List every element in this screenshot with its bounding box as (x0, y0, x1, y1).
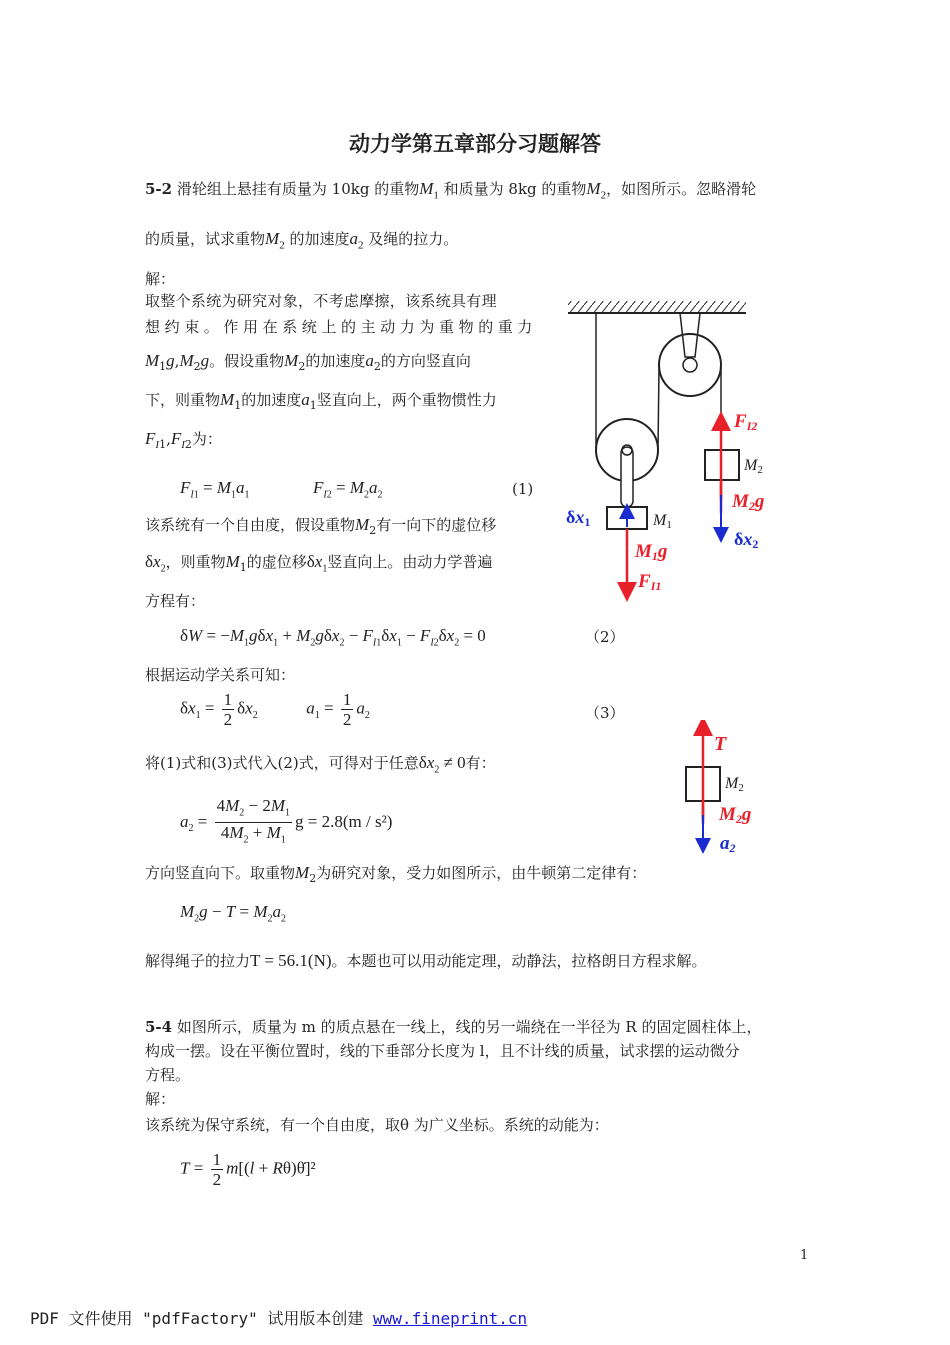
moving-pulley-hanger (621, 447, 633, 507)
label-M1: M1 (653, 512, 672, 531)
substitution-line: 将(1)式和(3)式代入(2)式，可得对于任意$\delta x_2 \ne 0$有： (145, 753, 496, 776)
label-M2g: M2g (732, 491, 765, 513)
problem-label: 5-2 (145, 180, 173, 198)
label-M2-fbd: M2 (725, 775, 744, 794)
solution-line-6: 该系统有一个自由度，假设重物$M_2$有一向下的虚位移 (145, 515, 497, 537)
fineprint-link[interactable]: www.fineprint.cn (373, 1309, 528, 1328)
solution-line-8: 方程有： (145, 592, 206, 610)
label-M2g-fbd: M2g (719, 804, 752, 826)
label-dx1: δx1 (566, 507, 591, 529)
solution-line-2: 想约束。作用在系统上的主动力为重物的重力 (145, 318, 538, 336)
solution-label: 解： (145, 270, 176, 288)
solution-2-label: 解： (145, 1090, 176, 1108)
free-body-figure-m2 (670, 720, 780, 860)
label-FI1: FI1 (638, 571, 662, 593)
label-M1g: M1g (635, 541, 668, 563)
label-T: T (714, 733, 727, 755)
label-dx2: δx2 (734, 529, 759, 551)
solution-line-11: 方向竖直向下。取重物$M_2$为研究对象，受力如图所示，由牛顿第二定律有： (145, 863, 647, 885)
fixed-pulley (659, 334, 721, 396)
equation-newton: $M_2g - T = M_2a_2$ (180, 902, 286, 925)
label-a2: a2 (720, 833, 736, 855)
page-title: 动力学第五章部分习题解答 (349, 131, 601, 156)
problem-5-4-line1: 5-4 如图所示，质量为 m 的质点悬在一线上，线的另一端绕在一半径为 R 的固定圆柱体上， (145, 1018, 762, 1036)
equation-1-number: (1) (512, 480, 534, 498)
pulley-system-figure (560, 295, 790, 605)
rope-middle (658, 367, 659, 450)
equation-kinetic-energy: T = $\frac{1}{2}$ m[(l + Rθ)θ̇]² (180, 1150, 316, 1189)
equation-2-number: （2） (585, 628, 625, 646)
page-number: 1 (800, 1248, 809, 1263)
label-FI2: FI2 (734, 411, 758, 433)
solution-line-1: 取整个系统为研究对象，不考虑摩擦，该系统具有理 (145, 292, 497, 310)
problem-label: 5-4 (145, 1018, 173, 1036)
solution-2-line-1: 该系统为保守系统，有一个自由度，取θ 为广义坐标。系统的动能为： (145, 1116, 609, 1134)
ceiling-hatch (568, 301, 746, 313)
problem-5-2-line2: 的质量，试求重物$M_2$ 的加速度$a_2$ 及绳的拉力。 (145, 229, 459, 252)
equation-acceleration: $a_2$ = $\frac{4M_2 - 2M_1}{4M_2 + M_1}$ g = 2.8(m / s²) (180, 796, 393, 846)
solution-line-3: $M_1g,M_2g$。假设重物$M_2$的加速度$a_2$的方向竖直向 (145, 351, 471, 373)
solution-line-12: 解得绳子的拉力T = 56.1(N)。本题也可以用动能定理，动静法，拉格朗日方程求解。 (145, 951, 707, 970)
solution-line-5: $F_{I1},F_{I2}$为： (145, 429, 222, 451)
problem-5-2-line1: 5-2 滑轮组上悬挂有质量为 10kg 的重物$M_1$ 和质量为 8kg 的重物$M_2$，如图所示。忽略滑轮 (145, 179, 757, 202)
fixed-pulley-axle (683, 358, 697, 372)
equation-3: $\delta x_1$ = $\frac{1}{2}$ $\delta x_2$ $a_1$ = $\frac{1}{2}$ $a_2$ (180, 690, 370, 729)
equation-2: $\delta W = -M_1g\delta x_1 + M_2g\delta x_2 - F_{I1}\delta x_1 - F_{I2}\delta x_2 = 0$ (180, 626, 486, 649)
equation-3-number: （3） (585, 704, 625, 722)
problem-5-4-line2: 构成一摆。设在平衡位置时，线的下垂部分长度为 l，且不计线的质量，试求摆的运动微分 (145, 1042, 740, 1060)
kinematic-relation-intro: 根据运动学关系可知： (145, 666, 296, 684)
pdf-footer: PDF 文件使用 "pdfFactory" 试用版本创建 www.fineprint.cn (30, 1309, 528, 1328)
solution-line-4: 下，则重物$M_1$的加速度$a_1$竖直向上，两个重物惯性力 (145, 390, 497, 412)
problem-5-4-line3: 方程。 (145, 1066, 191, 1084)
label-M2: M2 (744, 457, 763, 476)
solution-line-7: $\delta x_2$，则重物$M_1$的虚位移$\delta x_1$竖直向上。由动力学普遍 (145, 552, 493, 575)
equation-1: $F_{I1} = M_1a_1$ $F_{I2} = M_2a_2$ (180, 478, 383, 501)
